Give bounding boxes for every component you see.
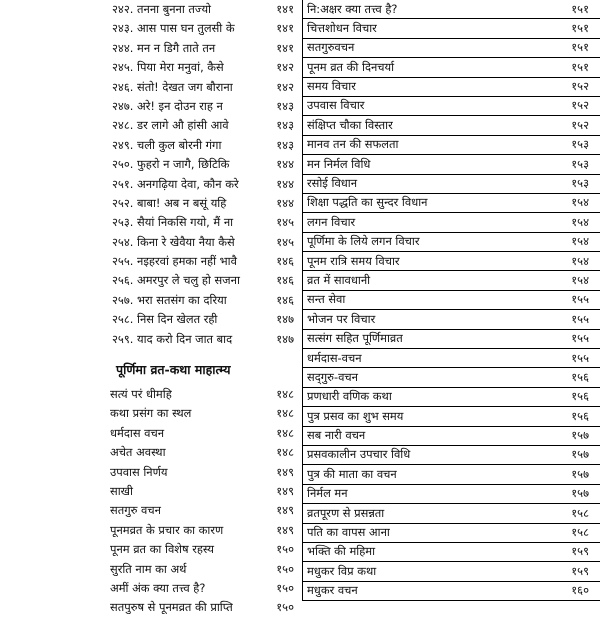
- entry-title: २५५. नइहरवां हमका नहीं भावै: [112, 254, 237, 269]
- toc-entry: [0, 424, 302, 443]
- entry-page-number: १५९: [571, 544, 589, 559]
- entry-page-number: १४५: [276, 215, 294, 230]
- entry-page-number: १४८: [276, 387, 294, 402]
- entry-page-number: १४६: [276, 254, 294, 269]
- entry-page-number: १४१: [276, 21, 294, 36]
- entry-page-number: १५६: [571, 369, 589, 384]
- entry-title: अचेत अवस्था: [110, 445, 166, 460]
- toc-entry: [0, 233, 302, 252]
- toc-entry: [303, 310, 600, 329]
- toc-entry: [303, 0, 600, 19]
- entry-title: पूनम व्रत का विशेष रहस्य: [110, 542, 214, 557]
- toc-entry: [303, 543, 600, 562]
- entry-title: धर्मदास वचन: [110, 425, 165, 440]
- entry-page-number: १४१: [276, 2, 294, 16]
- entry-page-number: १४५: [276, 234, 294, 249]
- entry-title: २४३. आस पास घन तुलसी के: [112, 21, 235, 36]
- entry-title: सतगुरु वचन: [110, 503, 161, 518]
- entry-title: २५६. अमरपुर ले चलु हो सजना: [112, 273, 240, 288]
- entry-page-number: १५४: [571, 253, 589, 268]
- entry-title: २४४. मन न डिगै ताते तन: [112, 40, 216, 55]
- toc-entry: [0, 463, 302, 482]
- entry-title: अमीं अंक क्या तत्त्व है?: [110, 580, 206, 595]
- entry-title: पति का वापस आना: [307, 525, 390, 540]
- entry-title: २५१. अनगढ़िया देवा, कौन करे: [112, 176, 239, 191]
- entry-title: मधुकर विप्र कथा: [307, 563, 377, 578]
- entry-title: मधुकर वचन: [307, 583, 358, 598]
- entry-title: रसोई विधान: [307, 176, 358, 191]
- toc-entry: [303, 388, 600, 407]
- entry-page-number: १५६: [571, 408, 589, 423]
- entry-page-number: १६०: [571, 583, 589, 598]
- toc-entry: [303, 78, 600, 97]
- entry-title: सतगुरुवचन: [307, 40, 355, 55]
- entry-page-number: १४४: [276, 157, 294, 172]
- entry-title: निर्मल मन: [307, 486, 348, 501]
- entry-page-number: १४४: [276, 195, 294, 210]
- entry-page-number: १५९: [571, 563, 589, 578]
- toc-entry: [303, 97, 600, 116]
- entry-title: पुत्र प्रसव का शुभ समय: [307, 408, 404, 423]
- toc-entry: [0, 310, 302, 329]
- toc-entry: [303, 136, 600, 155]
- entry-page-number: १५२: [571, 79, 589, 94]
- entry-title: २५८. निस दिन खेलत रही: [112, 312, 218, 327]
- entry-title: धर्मदास-वचन: [307, 350, 362, 365]
- entry-page-number: १५७: [571, 447, 589, 462]
- left-entry-list: [0, 0, 302, 349]
- toc-entry: [0, 19, 302, 38]
- toc-entry: [303, 155, 600, 174]
- entry-title: लगन विचार: [307, 214, 356, 229]
- toc-entry: [0, 560, 302, 579]
- entry-page-number: १४३: [276, 137, 294, 152]
- entry-page-number: १५५: [571, 331, 589, 346]
- entry-page-number: १५४: [571, 195, 589, 210]
- entry-title: सतपुरुष से पूनमव्रत की प्राप्ति: [110, 600, 233, 615]
- toc-entry: [303, 116, 600, 135]
- toc-entry: [303, 524, 600, 543]
- entry-title: पूनमव्रत के प्रचार का कारण: [110, 522, 224, 537]
- entry-page-number: १५०: [276, 542, 294, 557]
- toc-entry: [303, 271, 600, 290]
- toc-entry: [0, 116, 302, 135]
- entry-page-number: १५५: [571, 311, 589, 326]
- toc-entry: [303, 368, 600, 387]
- entry-page-number: १५४: [571, 234, 589, 249]
- toc-entry: [303, 58, 600, 77]
- entry-page-number: १५६: [571, 389, 589, 404]
- entry-page-number: १४८: [276, 425, 294, 440]
- entry-title: समय विचार: [307, 79, 356, 94]
- entry-page-number: १४२: [276, 60, 294, 75]
- entry-page-number: १५२: [571, 117, 589, 132]
- toc-entry: [303, 427, 600, 446]
- toc-entry: [303, 175, 600, 194]
- entry-title: २४७. अरे! इन दोउन राह न: [112, 98, 223, 113]
- entry-page-number: १४९: [276, 503, 294, 518]
- toc-entry: [0, 540, 302, 559]
- entry-title: उपवास निर्णय: [110, 464, 168, 479]
- entry-page-number: १५२: [571, 98, 589, 113]
- entry-title: सत्यं परं धीमहि: [110, 387, 172, 402]
- toc-entry: [0, 78, 302, 97]
- toc-entry: [303, 582, 600, 601]
- toc-entry: [303, 446, 600, 465]
- entry-page-number: १५१: [571, 1, 589, 16]
- toc-entry: [303, 233, 600, 252]
- entry-title: सद्‌गुरु-वचन: [307, 369, 358, 384]
- entry-page-number: १४२: [276, 79, 294, 94]
- right-column: [302, 0, 600, 601]
- entry-page-number: १५१: [571, 40, 589, 55]
- entry-page-number: १५१: [571, 20, 589, 35]
- toc-entry: [303, 349, 600, 368]
- toc-entry: [0, 385, 302, 404]
- toc-entry: [0, 97, 302, 116]
- toc-entry: [0, 443, 302, 462]
- entry-page-number: १४७: [276, 312, 294, 327]
- entry-title: २५४. किना रे खेवैया नैया कैसे: [112, 234, 235, 249]
- entry-page-number: १५३: [571, 156, 589, 171]
- toc-entry: [0, 0, 302, 19]
- section-entry-list: [0, 385, 302, 618]
- entry-title: २५९. याद करो दिन जात बाद: [112, 331, 233, 346]
- entry-page-number: १४८: [276, 406, 294, 421]
- entry-title: २५३. सैयां निकसि गयो, मैं ना: [112, 215, 234, 230]
- toc-entry: [303, 19, 600, 38]
- entry-title: २५७. भरा सतसंग का दरिया: [112, 292, 227, 307]
- entry-title: सब नारी वचन: [307, 428, 366, 443]
- entry-title: २४८. डर लागे औ हांसी आवे: [112, 118, 229, 133]
- toc-entry: [0, 194, 302, 213]
- entry-title: नि:अक्षर क्या तत्त्व है?: [307, 1, 398, 16]
- entry-page-number: १४१: [276, 40, 294, 55]
- entry-page-number: १४७: [276, 331, 294, 346]
- entry-page-number: १५७: [571, 466, 589, 481]
- entry-page-number: १५०: [276, 600, 294, 615]
- entry-title: सुरति नाम का अर्थ: [110, 561, 187, 576]
- toc-entry: [0, 271, 302, 290]
- entry-title: मन निर्मल विधि: [307, 156, 371, 171]
- toc-entry: [0, 330, 302, 349]
- entry-page-number: १४६: [276, 292, 294, 307]
- toc-entry: [303, 465, 600, 484]
- toc-entry: [303, 213, 600, 232]
- toc-entry: [303, 485, 600, 504]
- toc-entry: [0, 155, 302, 174]
- entry-page-number: १५१: [571, 59, 589, 74]
- toc-entry: [303, 562, 600, 581]
- entry-title: साखी: [110, 483, 133, 498]
- toc-entry: [0, 598, 302, 617]
- entry-title: चित्तशोधन विचार: [307, 20, 377, 35]
- entry-title: सत्संग सहित पूर्णिमाव्रत: [307, 331, 403, 346]
- entry-title: भोजन पर विचार: [307, 311, 376, 326]
- entry-title: प्रणधारी वणिक कथा: [307, 389, 392, 404]
- entry-title: उपवास विचार: [307, 98, 365, 113]
- toc-entry: [303, 330, 600, 349]
- entry-title: २४५. पिया मेरा मनुवां, कैसे: [112, 60, 224, 75]
- entry-title: २५०. फुहरो न जागै, छिटिकि: [112, 157, 230, 172]
- section-heading: पूर्णिमा व्रत-कथा माहात्म्य: [116, 362, 231, 378]
- toc-entry: [0, 579, 302, 598]
- entry-page-number: १४४: [276, 176, 294, 191]
- entry-title: संक्षिप्त चौका विस्तार: [307, 117, 393, 132]
- entry-page-number: १५३: [571, 176, 589, 191]
- entry-page-number: १५०: [276, 580, 294, 595]
- entry-page-number: १४३: [276, 118, 294, 133]
- entry-title: २४६. संतो! देखत जग बौराना: [112, 79, 233, 94]
- entry-page-number: १४९: [276, 522, 294, 537]
- entry-page-number: १५३: [571, 137, 589, 152]
- toc-entry: [303, 407, 600, 426]
- entry-title: २४२. तनना बुनना तज्यो: [112, 2, 212, 16]
- entry-page-number: १५८: [571, 505, 589, 520]
- toc-entry: [0, 404, 302, 423]
- entry-page-number: १४६: [276, 273, 294, 288]
- entry-page-number: १५७: [571, 486, 589, 501]
- entry-title: २४९. चली कुल बोरनी गंगा: [112, 137, 222, 152]
- entry-page-number: १५५: [571, 350, 589, 365]
- right-entry-list: [303, 0, 600, 601]
- toc-entry: [0, 521, 302, 540]
- toc-entry: [0, 482, 302, 501]
- toc-entry: [303, 252, 600, 271]
- entry-title: प्रसवकालीन उपचार विधि: [307, 447, 411, 462]
- entry-page-number: १४८: [276, 445, 294, 460]
- entry-page-number: १५८: [571, 525, 589, 540]
- toc-entry: [0, 252, 302, 271]
- toc-entry: [303, 194, 600, 213]
- entry-title: व्रत में सावधानी: [307, 272, 371, 287]
- entry-page-number: १५५: [571, 292, 589, 307]
- entry-title: व्रतपूरण से प्रसन्नता: [307, 505, 385, 520]
- entry-title: पूनम व्रत की दिनचर्या: [307, 59, 395, 74]
- toc-entry: [0, 213, 302, 232]
- toc-entry: [0, 136, 302, 155]
- toc-entry: [0, 39, 302, 58]
- entry-page-number: १४९: [276, 483, 294, 498]
- toc-entry: [0, 175, 302, 194]
- entry-title: सन्त सेवा: [307, 292, 346, 307]
- entry-title: कथा प्रसंग का स्थल: [110, 406, 192, 421]
- entry-title: पूनम रात्रि समय विचार: [307, 253, 400, 268]
- toc-entry: [303, 291, 600, 310]
- toc-entry: [0, 501, 302, 520]
- entry-page-number: १५४: [571, 272, 589, 287]
- toc-entry: [303, 39, 600, 58]
- entry-page-number: १४३: [276, 98, 294, 113]
- entry-title: पुत्र की माता का वचन: [307, 466, 397, 481]
- entry-page-number: १४९: [276, 464, 294, 479]
- entry-title: भक्ति की महिमा: [307, 544, 376, 559]
- entry-page-number: १५७: [571, 428, 589, 443]
- toc-entry: [0, 291, 302, 310]
- toc-entry: [0, 58, 302, 77]
- entry-title: मानव तन की सफलता: [307, 137, 399, 152]
- entry-title: पूर्णिमा के लिये लगन विचार: [307, 234, 420, 249]
- entry-title: शिक्षा पद्धति का सुन्दर विधान: [307, 195, 428, 210]
- entry-page-number: १५४: [571, 214, 589, 229]
- entry-page-number: १५०: [276, 561, 294, 576]
- toc-entry: [303, 504, 600, 523]
- entry-title: २५२. बाबा! अब न बसूं यहि: [112, 195, 227, 210]
